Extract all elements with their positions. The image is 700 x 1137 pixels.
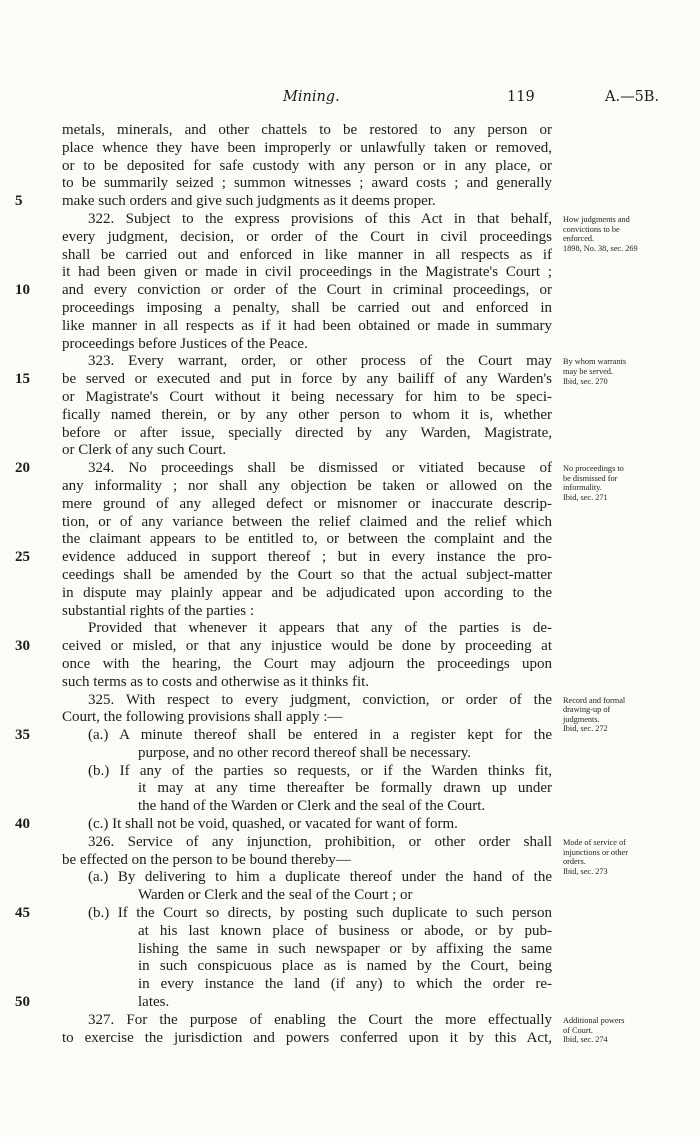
text-line: [0, 976, 700, 994]
margin-note-line: Additional powers: [563, 1016, 625, 1025]
line-text: 322. Subject to the express provisions of this Act in that behalf,: [88, 210, 552, 227]
margin-note-line: injunctions or other: [563, 847, 628, 857]
line-text: substantial rights of the parties :: [62, 602, 255, 619]
line-text: ceived or misled, or that any injustice would be done by proceeding at: [62, 638, 552, 655]
margin-note-line: judgments.: [563, 714, 600, 724]
line-text: mere ground of any alleged defect or misnomer or inaccurate descrip-: [62, 495, 552, 512]
line-text: in every instance the land (if any) to which the order re-: [138, 976, 552, 993]
line-text: evidence adduced in support thereof ; but in every instance the pro-: [62, 549, 552, 566]
line-text: (a.) By delivering to him a duplicate thereof under the hand of the: [88, 869, 552, 886]
margin-note-line: No proceedings to: [563, 464, 624, 474]
margin-note-line: of Court.: [563, 1025, 593, 1035]
margin-note: [563, 215, 693, 253]
text-line: [0, 941, 700, 959]
line-text: and every conviction or order of the Court in criminal proceedings, or: [62, 282, 552, 299]
text-line: [0, 193, 700, 211]
line-text: every judgment, decision, or order of the Court in civil proceedings: [62, 228, 552, 245]
text-line: [0, 780, 700, 798]
margin-note-line: By whom warrants: [563, 357, 627, 367]
line-text: once with the hearing, the Court may adjourn the proceedings upon: [62, 655, 552, 672]
line-text: 323. Every warrant, order, or other process of the Court may: [88, 353, 552, 370]
text-line: [0, 816, 700, 834]
text-line: [0, 300, 700, 318]
margin-note: [563, 357, 693, 386]
margin-note-line: convictions to be: [563, 224, 620, 234]
text-line: [0, 264, 700, 282]
text-line: [0, 122, 700, 140]
line-text: or Magistrate's Court without it being necessary for him to be speci-: [62, 388, 552, 405]
text-line: [0, 514, 700, 532]
text-line: [0, 905, 700, 923]
line-text: to be summarily seized ; summon witnesses ; award costs ; and generally: [62, 175, 552, 192]
margin-note-line: Ibid, sec. 270: [563, 376, 608, 386]
text-line: [0, 958, 700, 976]
page-number: 119: [507, 89, 535, 105]
margin-note: [563, 464, 693, 502]
line-text: 326. Service of any injunction, prohibition, or other order shall: [88, 833, 552, 850]
line-text: such terms as to costs and otherwise as it thinks fit.: [62, 673, 370, 690]
text-line: [0, 407, 700, 425]
margin-note: [563, 838, 693, 876]
text-line: [0, 567, 700, 585]
text-line: [0, 442, 700, 460]
line-text: (b.) If the Court so directs, by posting such duplicate to such person: [88, 905, 552, 922]
line-number: 15: [15, 371, 30, 388]
line-text: Provided that whenever it appears that any of the parties is de-: [88, 620, 552, 637]
line-text: fically named therein, or by any other person to whom it is, whether: [62, 406, 552, 423]
margin-note-line: Mode of service of: [563, 838, 626, 847]
text-line: [0, 923, 700, 941]
text-line: [0, 549, 700, 567]
line-text: the claimant appears to be entitled to, or between the complaint and the: [62, 531, 552, 548]
line-text: place whence they have been improperly or unlawfully taken or removed,: [62, 139, 552, 156]
line-text: ceedings shall be amended by the Court so that the actual subject-matter: [62, 566, 552, 583]
text-line: [0, 158, 700, 176]
line-number: 40: [15, 816, 30, 833]
margin-note-line: be dismissed for: [563, 473, 618, 483]
line-text: tion, or of any variance between the relief claimed and the relief which: [62, 513, 552, 530]
line-text: metals, minerals, and other chattels to be restored to any person or: [62, 122, 552, 138]
line-number: 30: [15, 638, 30, 655]
line-text: make such orders and give such judgments as it deems proper.: [62, 193, 436, 210]
line-text: or to be deposited for safe custody with any person or in any place, or: [62, 157, 552, 174]
text-line: [0, 887, 700, 905]
document-reference: A.—5B.: [605, 89, 660, 105]
line-number: 45: [15, 905, 30, 922]
text-line: [0, 425, 700, 443]
text-line: [0, 620, 700, 638]
text-line: [0, 318, 700, 336]
margin-note-line: 1898, No. 38, sec. 269: [563, 243, 638, 253]
margin-note-line: enforced.: [563, 234, 595, 244]
line-text: be served or executed and put in force by any bailiff of any Warden's: [62, 371, 552, 388]
margin-note-line: Record and formal: [563, 695, 626, 705]
text-line: [0, 585, 700, 603]
text-line: [0, 798, 700, 816]
text-line: [0, 994, 700, 1012]
line-text: to exercise the jurisdiction and powers conferred upon it by this Act,: [62, 1029, 552, 1046]
line-number: 10: [15, 282, 30, 299]
line-text: proceedings before Justices of the Peace.: [62, 335, 308, 352]
line-text: 324. No proceedings shall be dismissed or vitiated because of: [88, 460, 552, 477]
line-number: 5: [15, 193, 23, 210]
margin-note-line: How judgments and: [563, 215, 630, 224]
line-text: in such conspicuous place as is named by the Court, being: [138, 958, 552, 975]
line-text: or Clerk of any such Court.: [62, 442, 227, 459]
margin-note: [563, 1016, 693, 1045]
line-number: 20: [15, 460, 30, 477]
line-text: like manner in all respects as if it had been obtained or made in summary: [62, 317, 552, 334]
line-text: proceedings imposing a penalty, shall be carried out and enforced in: [62, 299, 552, 316]
line-text: shall be carried out and enforced in like manner in all respects as if: [62, 246, 552, 263]
text-line: [0, 674, 700, 692]
line-text: (b.) If any of the parties so requests, or if the Warden thinks fit,: [88, 762, 552, 779]
line-text: any informality ; nor shall any objection be taken or allowed on the: [62, 477, 552, 494]
line-text: at his last known place of business or abode, or by pub-: [138, 922, 552, 939]
line-number: 35: [15, 727, 30, 744]
line-text: the hand of the Warden or Clerk and the seal of the Court.: [138, 798, 486, 815]
line-text: lishing the same in such newspaper or by affixing the same: [138, 940, 552, 957]
statute-text: [0, 122, 700, 1047]
line-text: 325. With respect to every judgment, conviction, or order of the: [88, 691, 552, 708]
margin-note-line: Ibid, sec. 271: [563, 492, 608, 502]
line-text: (a.) A minute thereof shall be entered in a register kept for the: [88, 727, 552, 744]
line-number: 25: [15, 549, 30, 566]
line-text: 327. For the purpose of enabling the Court the more effectually: [88, 1011, 552, 1028]
text-line: [0, 282, 700, 300]
margin-note-line: Ibid, sec. 274: [563, 1035, 608, 1045]
text-line: [0, 140, 700, 158]
line-number: 50: [15, 994, 30, 1011]
text-line: [0, 638, 700, 656]
text-line: [0, 336, 700, 354]
line-text: lates.: [138, 994, 170, 1011]
margin-note-line: may be served.: [563, 366, 613, 376]
text-line: [0, 389, 700, 407]
margin-note: [563, 696, 693, 734]
text-line: [0, 531, 700, 549]
margin-note-line: Ibid, sec. 273: [563, 866, 608, 876]
line-text: Court, the following provisions shall apply :—: [62, 709, 343, 726]
line-text: in dispute may plainly appear and be adjudicated upon according to the: [62, 584, 552, 601]
line-text: purpose, and no other record thereof shall be necessary.: [138, 744, 472, 761]
text-line: [0, 603, 700, 621]
line-text: be effected on the person to be bound thereby—: [62, 851, 351, 868]
margin-note-line: drawing-up of: [563, 705, 611, 715]
line-text: (c.) It shall not be void, quashed, or vacated for want of form.: [88, 816, 458, 833]
line-text: it had been given or made in civil proceedings in the Magistrate's Court ;: [62, 264, 552, 281]
line-text: before or after issue, specially directed by any Warden, Magistrate,: [62, 424, 552, 441]
margin-note-line: orders.: [563, 857, 586, 867]
running-title: Mining.: [283, 89, 340, 105]
margin-note-line: Ibid, sec. 272: [563, 724, 608, 734]
margin-note-line: informality.: [563, 483, 602, 493]
line-text: it may at any time thereafter be formally drawn up under: [138, 780, 552, 797]
text-line: [0, 656, 700, 674]
line-text: Warden or Clerk and the seal of the Court ; or: [138, 887, 413, 904]
text-line: [0, 175, 700, 193]
text-line: [0, 763, 700, 781]
text-line: [0, 745, 700, 763]
